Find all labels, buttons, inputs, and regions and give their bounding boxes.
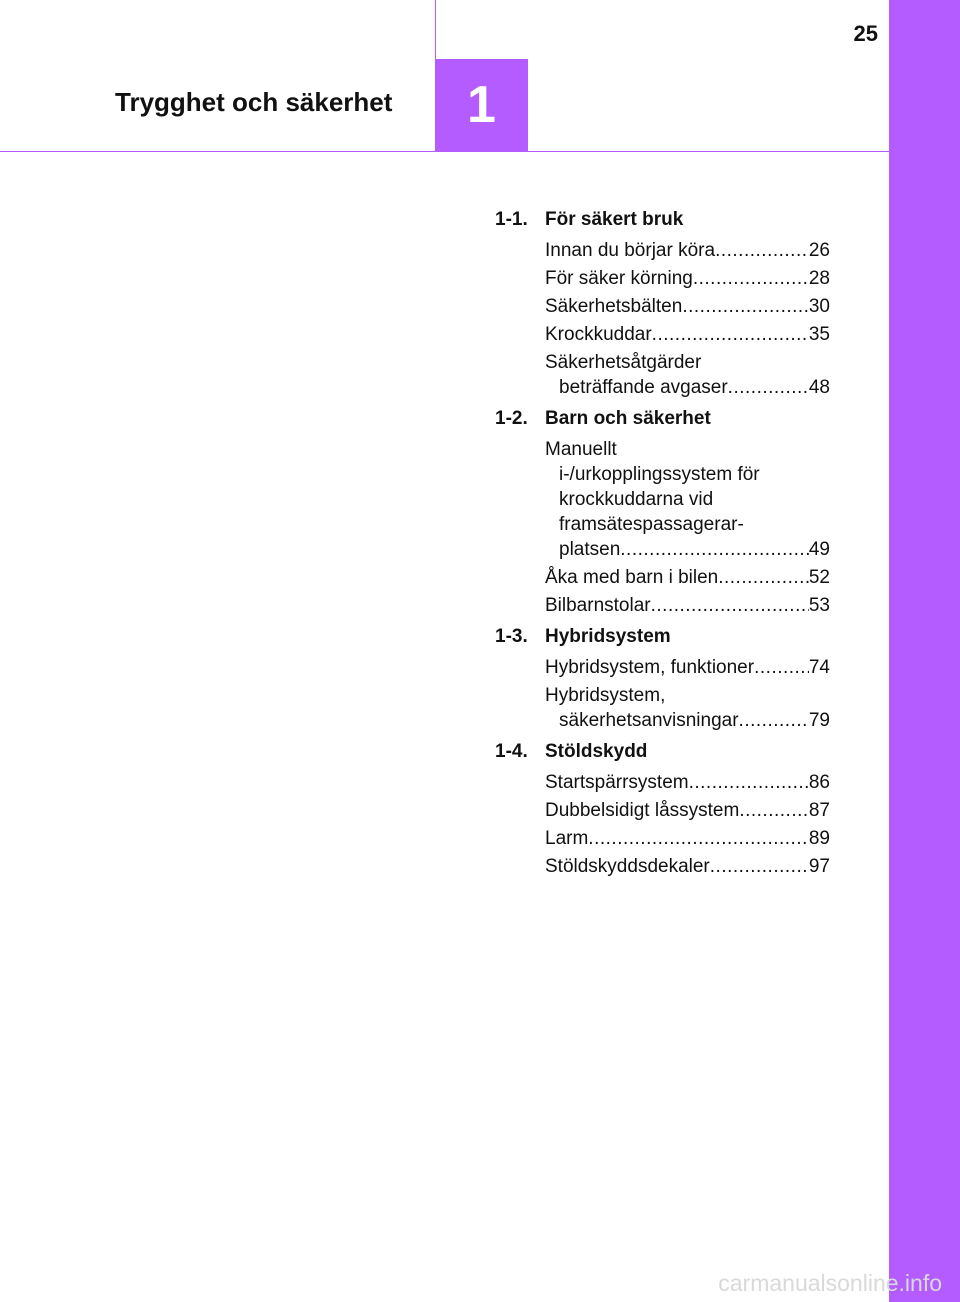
chapter-number-badge: 1 [435,59,528,152]
entry-text: platsen [559,539,621,560]
entry-text: säkerhetsanvisningar [559,710,739,731]
section-number: 1-4. [495,741,528,762]
toc-entry[interactable] [545,322,830,347]
toc-entry[interactable] [545,437,830,562]
entry-page-number: 52 [808,567,830,588]
toc-entry[interactable] [545,294,830,319]
toc-entry[interactable] [545,683,830,733]
entry-last-line [545,593,830,618]
entry-last-line [545,537,830,562]
entry-text: Dubbelsidigt låssystem [545,800,740,821]
entry-last-line [545,770,830,795]
dot-leader [693,266,809,291]
entry-page-number: 49 [808,539,830,560]
entry-text: Startspärrsystem [545,772,689,793]
toc-entry[interactable] [545,770,830,795]
entry-last-line [545,565,830,590]
entry-last-line [545,854,830,879]
entry-text: Säkerhetsbälten [545,296,683,317]
chapter-title: Trygghet och säkerhet [115,87,393,117]
toc-entry[interactable] [545,350,830,400]
toc-entry[interactable] [545,655,830,680]
toc-section-heading [495,739,830,767]
entry-last-line [545,322,830,347]
header-divider [435,0,436,60]
page-number: 25 [853,21,878,46]
entry-text: Hybridsystem, funktioner [545,657,755,678]
entry-page-number: 97 [808,856,830,877]
chapter-tab-bar [889,0,960,1302]
entry-page-number: 86 [808,772,830,793]
dot-leader [620,537,809,562]
section-title: För säkert bruk [545,209,684,230]
entry-last-line [545,266,830,291]
entry-text-line: Hybridsystem, [545,685,666,706]
dot-leader [754,655,809,680]
entry-last-line [545,375,830,400]
toc-entry[interactable] [545,238,830,263]
dot-leader [718,565,809,590]
entry-text-line: i-/urkopplingssystem för [559,464,760,485]
dot-leader [652,322,809,347]
dot-leader [651,593,809,618]
entry-text: Åka med barn i bilen [545,567,719,588]
section-title: Barn och säkerhet [545,408,711,429]
entry-last-line [545,798,830,823]
section-number: 1-3. [495,626,528,647]
table-of-contents [495,207,830,885]
entry-last-line [545,294,830,319]
dot-leader [710,854,809,879]
dot-leader [588,826,809,851]
toc-entry[interactable] [545,565,830,590]
entry-page-number: 28 [808,268,830,289]
toc-entry[interactable] [545,593,830,618]
section-title: Stöldskydd [545,741,648,762]
entry-text-line: Säkerhetsåtgärder [545,352,702,373]
entry-text-line: framsätespassagerar- [559,514,744,535]
section-spacer [495,881,830,885]
entry-text: Krockkuddar [545,324,652,345]
entry-text-line: krockkuddarna vid [559,489,714,510]
entry-page-number: 74 [808,657,830,678]
entry-text: beträffande avgaser [559,377,728,398]
entry-text: För säker körning [545,268,693,289]
entry-page-number: 35 [808,324,830,345]
entry-page-number: 53 [808,595,830,616]
entry-last-line [545,655,830,680]
toc-section-heading [495,406,830,434]
entry-page-number: 87 [808,800,830,821]
entry-text-line: Manuellt [545,439,617,460]
entry-text: Bilbarnstolar [545,595,651,616]
dot-leader [728,375,809,400]
entry-last-line [545,826,830,851]
entry-page-number: 48 [808,377,830,398]
entry-page-number: 79 [808,710,830,731]
toc-entry[interactable] [545,266,830,291]
entry-page-number: 30 [808,296,830,317]
toc-section-heading [495,624,830,652]
toc-entry[interactable] [545,826,830,851]
section-number: 1-2. [495,408,528,429]
toc-entry[interactable] [545,798,830,823]
section-title: Hybridsystem [545,626,671,647]
dot-leader [739,798,809,823]
dot-leader [682,294,809,319]
watermark: carmanualsonline.info [718,1270,942,1296]
dot-leader [689,770,809,795]
toc-section-heading [495,207,830,235]
dot-leader [715,238,809,263]
entry-text: Stöldskyddsdekaler [545,856,710,877]
entry-last-line [545,708,830,733]
section-number: 1-1. [495,209,528,230]
entry-page-number: 89 [808,828,830,849]
toc-entry[interactable] [545,854,830,879]
entry-text: Innan du börjar köra [545,240,716,261]
entry-page-number: 26 [808,240,830,261]
entry-text: Larm [545,828,589,849]
dot-leader [739,708,809,733]
entry-last-line [545,238,830,263]
